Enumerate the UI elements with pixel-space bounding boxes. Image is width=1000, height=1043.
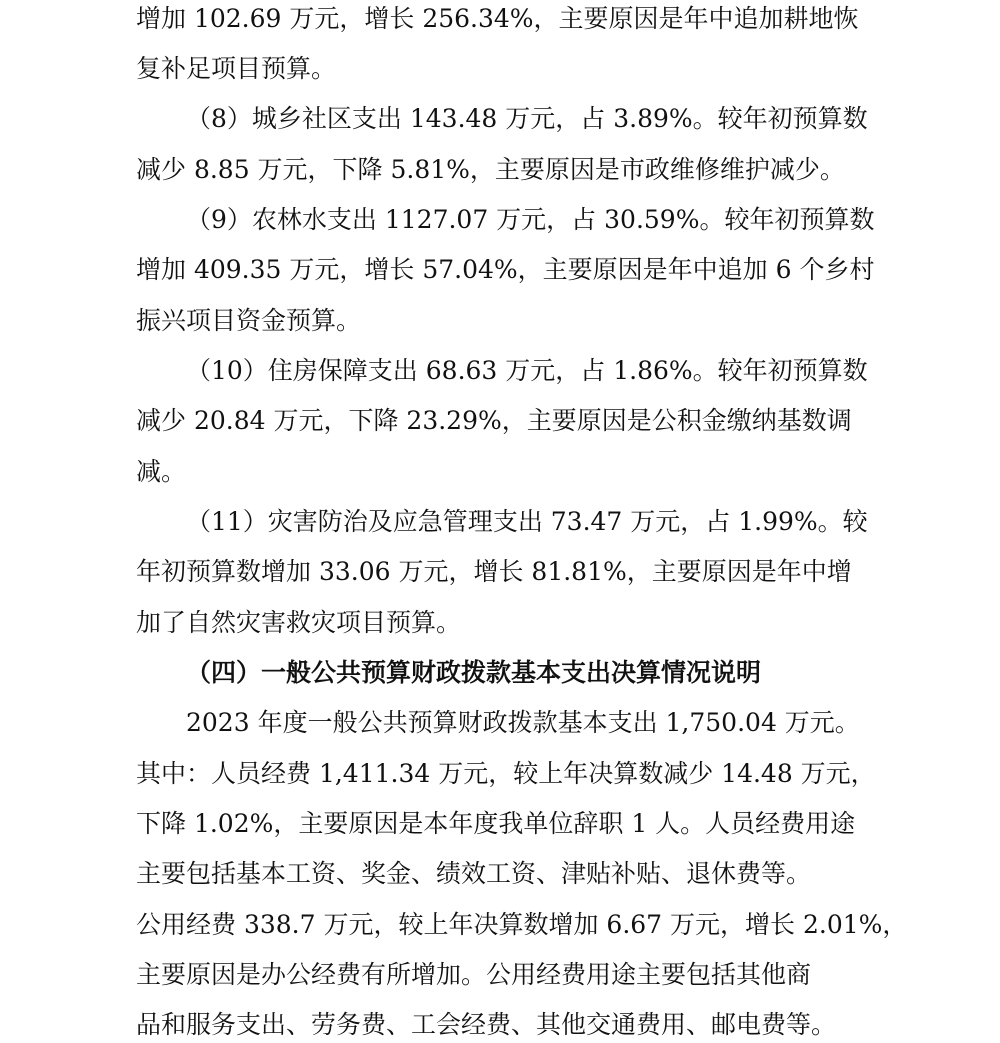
paragraph-line: 减少 8.85 万元，下降 5.81%，主要原因是市政维修维护减少。 — [136, 155, 845, 184]
paragraph-line: 2023 年度一般公共预算财政拨款基本支出 1,750.04 万元。 — [186, 708, 860, 737]
paragraph-line: 减。 — [136, 457, 187, 486]
paragraph-line: 减少 20.84 万元，下降 23.29%，主要原因是公积金缴纳基数调 — [136, 406, 852, 435]
paragraph-line: 其中：人员经费 1,411.34 万元，较上年决算数减少 14.48 万元， — [136, 759, 876, 788]
paragraph-line: 振兴项目资金预算。 — [136, 306, 362, 335]
paragraph-line: 主要原因是办公经费有所增加。公用经费用途主要包括其他商 — [136, 960, 812, 989]
paragraph-line: 增加 409.35 万元，增长 57.04%，主要原因是年中追加 6 个乡村 — [136, 255, 875, 284]
paragraph-line: （8）城乡社区支出 143.48 万元，占 3.89%。较年初预算数 — [186, 104, 868, 133]
paragraph-line: （9）农林水支出 1127.07 万元，占 30.59%。较年初预算数 — [186, 205, 875, 234]
section-heading: （四）一般公共预算财政拨款基本支出决算情况说明 — [186, 658, 762, 687]
paragraph-line: 加了自然灾害救灾项目预算。 — [136, 608, 462, 637]
paragraph-line: 复补足项目预算。 — [136, 54, 337, 83]
paragraph-line: （11）灾害防治及应急管理支出 73.47 万元，占 1.99%。较 — [186, 507, 868, 536]
paragraph-line: （10）住房保障支出 68.63 万元，占 1.86%。较年初预算数 — [186, 356, 868, 385]
paragraph-line: 增加 102.69 万元，增长 256.34%，主要原因是年中追加耕地恢 — [136, 4, 859, 33]
paragraph-line: 品和服务支出、劳务费、工会经费、其他交通费用、邮电费等。 — [136, 1010, 837, 1039]
paragraph-line: 主要包括基本工资、奖金、绩效工资、津贴补贴、退休费等。 — [136, 859, 812, 888]
paragraph-line: 下降 1.02%，主要原因是本年度我单位辞职 1 人。人员经费用途 — [136, 809, 856, 838]
paragraph-line: 公用经费 338.7 万元，较上年决算数增加 6.67 万元，增长 2.01%， — [136, 910, 908, 939]
paragraph-line: 年初预算数增加 33.06 万元，增长 81.81%，主要原因是年中增 — [136, 557, 852, 586]
